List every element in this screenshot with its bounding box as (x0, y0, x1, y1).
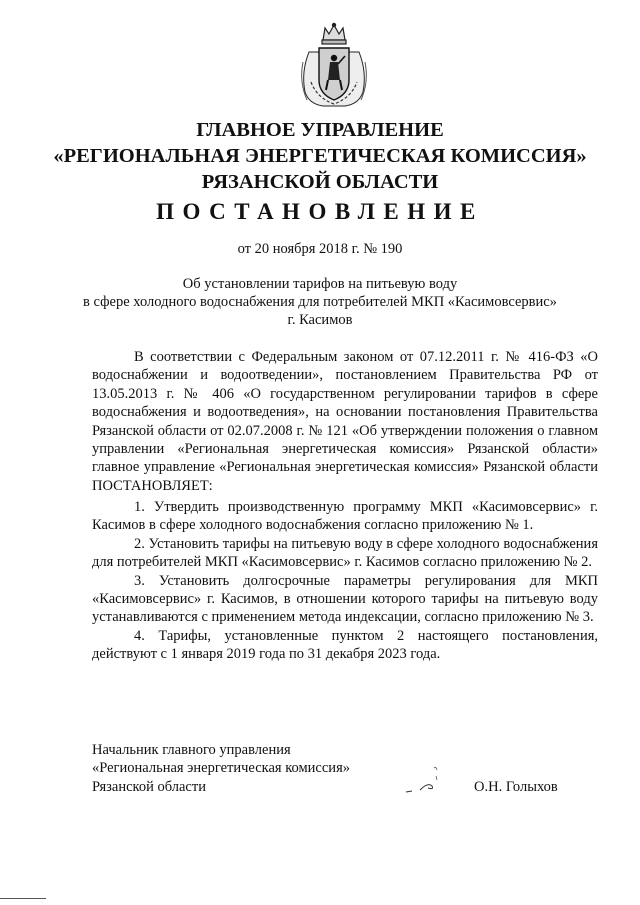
resolution-item-1: 1. Утвердить производственную программу МКП «Касимовсервис» г. Касимов в сфере холодного водоснабжения согласно приложению № 1. (92, 499, 598, 534)
position-line-2: «Региональная энергетическая комиссия» (92, 760, 350, 777)
footer-divider (0, 898, 46, 899)
document-subject (0, 275, 640, 329)
resolution-item-3: 3. Установить долгосрочные параметры регулирования для МКП «Касимовсервис» г. Касимов, в отношении которого тарифы на питьевую воду устанавливаются с применением метода индексации, согласно приложению № 3. (92, 572, 598, 626)
header-line-1: ГЛАВНОЕ УПРАВЛЕНИЕ (196, 119, 444, 141)
subject-line-1: Об установлении тарифов на питьевую воду (182, 276, 458, 292)
resolution-items (92, 498, 598, 664)
subject-line-2: в сфере холодного водоснабжения для потребителей МКП «Касимовсервис» (83, 294, 557, 310)
resolution-item-2: 2. Установить тарифы на питьевую воду в сфере холодного водоснабжения для потребителей МКП «Касимовсервис» г. Касимов согласно приложению № 2. (92, 535, 598, 571)
subject-line-3: г. Касимов (287, 312, 353, 328)
position-line-1: Начальник главного управления (92, 742, 291, 758)
ryazan-coat-of-arms-icon (295, 22, 373, 110)
header-line-3: РЯЗАНСКОЙ ОБЛАСТИ (201, 171, 439, 193)
signatory-name: О.Н. Голыхов (474, 779, 558, 795)
preamble-paragraph: В соответствии с Федеральным законом от 07.12.2011 г. № 416-ФЗ «О водоснабжении и водоотведении», постановлением Правительства РФ от 13.05.2013 г. № 406 «О государственном регулировании тарифов в сфере водоснабжения и водоотведения», на основании постановления Правительства Рязанской области от 02.07.2008 г. № 121 «Об утверждении положения о главном управлении «Региональная энергетическая комиссия» Рязанской области» главное управление «Региональная энергетическая комиссия» Рязанской области ПОСТАНОВЛЯЕТ: (92, 349, 598, 494)
document-type-title: ПОСТАНОВЛЕНИЕ (156, 199, 484, 224)
position-line-3: Рязанской области (92, 778, 206, 795)
resolution-item-4: 4. Тарифы, установленные пунктом 2 настоящего постановления, действуют с 1 января 2019 года по 31 декабря 2023 года. (92, 627, 598, 663)
organization-header (0, 117, 640, 195)
header-line-2: «РЕГИОНАЛЬНАЯ ЭНЕРГЕТИЧЕСКАЯ КОМИССИЯ» (53, 145, 587, 167)
document-date-number: от 20 ноября 2018 г. № 190 (237, 241, 403, 257)
handwritten-signature-icon (398, 764, 458, 798)
